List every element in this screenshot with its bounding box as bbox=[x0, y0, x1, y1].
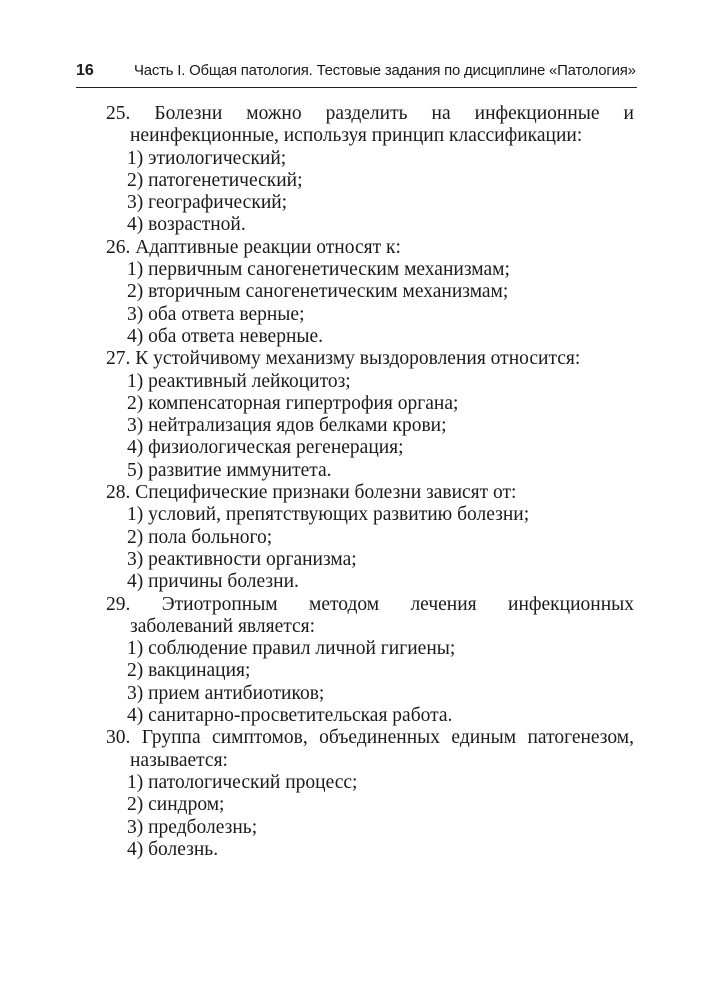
question-30 bbox=[106, 727, 634, 861]
answer-option: 3) оба ответа верные; bbox=[127, 303, 305, 325]
answer-option: 4) оба ответа неверные. bbox=[127, 325, 324, 347]
answer-option: 3) реактивности организма; bbox=[127, 548, 357, 570]
answer-option: 2) вакцинация; bbox=[127, 660, 251, 682]
question-text: 29. Этиотропным методом лечения инфекционных заболеваний является: bbox=[106, 593, 634, 637]
answer-option: 2) компенсаторная гипертрофия органа; bbox=[127, 392, 459, 414]
answer-option: 1) соблюдение правил личной гигиены; bbox=[127, 638, 456, 660]
answer-option: 3) прием антибиотиков; bbox=[127, 682, 325, 704]
page-header bbox=[76, 62, 636, 84]
header-divider bbox=[76, 87, 637, 88]
answer-options bbox=[106, 259, 634, 348]
answer-option: 4) болезнь. bbox=[127, 838, 219, 860]
question-text: 25. Болезни можно разделить на инфекционные и неинфекционные, используя принцип классификации: bbox=[106, 103, 634, 147]
answer-option: 2) вторичным саногенетическим механизмам; bbox=[127, 281, 509, 303]
answer-option: 5) развитие иммунитета. bbox=[127, 459, 332, 481]
answer-option: 1) этиологический; bbox=[127, 147, 287, 169]
answer-option: 4) санитарно-просветительская работа. bbox=[127, 705, 453, 727]
answer-options bbox=[106, 772, 634, 861]
answer-option: 1) первичным саногенетическим механизмам; bbox=[127, 259, 510, 281]
question-27 bbox=[106, 348, 634, 482]
question-text: 28. Специфические признаки болезни зависят от: bbox=[106, 482, 517, 504]
answer-option: 3) предболезнь; bbox=[127, 816, 258, 838]
answer-option: 1) условий, препятствующих развитию болезни; bbox=[127, 504, 530, 526]
answer-option: 1) патологический процесс; bbox=[127, 771, 358, 793]
answer-options bbox=[106, 638, 634, 727]
answer-option: 4) причины болезни. bbox=[127, 571, 299, 593]
answer-option: 3) нейтрализация ядов белками крови; bbox=[127, 415, 447, 437]
question-26 bbox=[106, 237, 634, 348]
answer-option: 1) реактивный лейкоцитоз; bbox=[127, 370, 351, 392]
question-25 bbox=[106, 103, 634, 237]
question-29 bbox=[106, 594, 634, 728]
question-text: 26. Адаптивные реакции относят к: bbox=[106, 236, 401, 258]
question-list bbox=[106, 103, 634, 861]
page-number: 16 bbox=[76, 62, 94, 79]
answer-option: 3) географический; bbox=[127, 192, 288, 214]
answer-option: 4) физиологическая регенерация; bbox=[127, 437, 404, 459]
answer-options bbox=[106, 504, 634, 593]
answer-option: 4) возрастной. bbox=[127, 214, 246, 236]
answer-options bbox=[106, 371, 634, 482]
answer-option: 2) патогенетический; bbox=[127, 169, 303, 191]
running-title: Часть I. Общая патология. Тестовые задания по дисциплине «Патология» bbox=[134, 62, 636, 79]
answer-options bbox=[106, 148, 634, 237]
answer-option: 2) синдром; bbox=[127, 794, 225, 816]
question-28 bbox=[106, 482, 634, 593]
question-text: 30. Группа симптомов, объединенных единым патогенезом, называется: bbox=[106, 727, 634, 771]
answer-option: 2) пола больного; bbox=[127, 526, 273, 548]
question-text: 27. К устойчивому механизму выздоровления относится: bbox=[106, 348, 581, 370]
